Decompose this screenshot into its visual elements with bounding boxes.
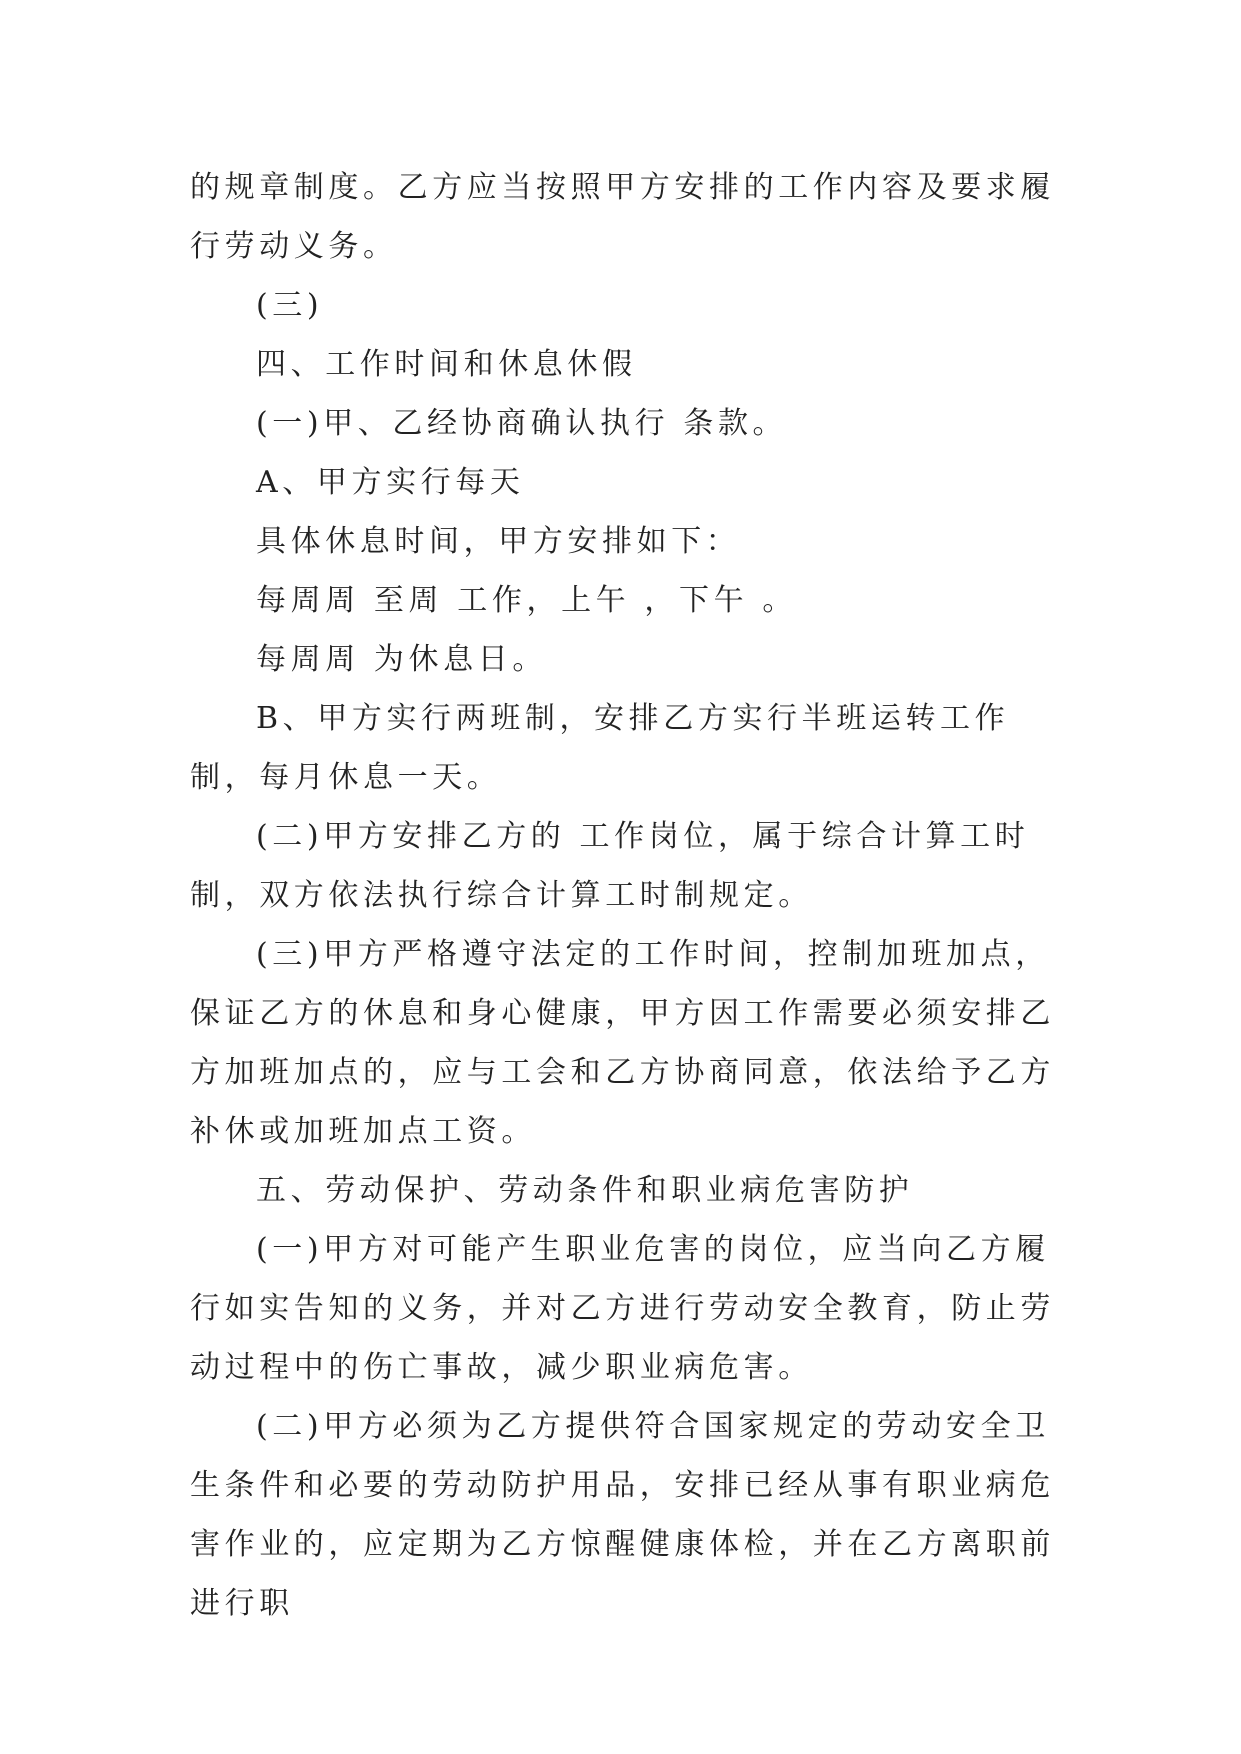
paragraph: 的规章制度。乙方应当按照甲方安排的工作内容及要求履行劳动义务。 [190,170,1055,264]
paragraph: (一)甲方对可能产生职业危害的岗位，应当向乙方履行如实告知的义务，并对乙方进行劳动安全教育，防止劳动过程中的伤亡事故，减少职业病危害。 [190,1232,1055,1385]
paragraph: (三)甲方严格遵守法定的工作时间，控制加班加点，保证乙方的休息和身心健康，甲方因工作需要必须安排乙方加班加点的，应与工会和乙方协商同意，依法给予乙方补休或加班加点工资。 [190,937,1055,1149]
paragraph: 每周周 为休息日。 [256,642,547,677]
document-body [190,158,1070,1633]
paragraph: (三) [256,288,324,323]
paragraph: 具体休息时间，甲方安排如下： [256,524,741,559]
paragraph: 每周周 至周 工作，上午 ，下午 。 [256,583,797,618]
paragraph: B、甲方实行两班制，安排乙方实行半班运转工作制，每月休息一天。 [190,701,1010,795]
section-heading: 四、工作时间和休息休假 [256,347,637,382]
paragraph: (一)甲、乙经协商确认执行 条款。 [256,406,788,441]
paragraph: (二)甲方安排乙方的 工作岗位，属于综合计算工时制，双方依法执行综合计算工时制规定。 [190,819,1030,913]
paragraph: (二)甲方必须为乙方提供符合国家规定的劳动安全卫生条件和必要的劳动防护用品，安排已经从事有职业病危害作业的，应定期为乙方惊醒健康体检，并在乙方离职前进行职 [190,1409,1055,1621]
section-heading: 五、劳动保护、劳动条件和职业病危害防护 [256,1173,914,1208]
paragraph: A、甲方实行每天 [256,465,525,500]
